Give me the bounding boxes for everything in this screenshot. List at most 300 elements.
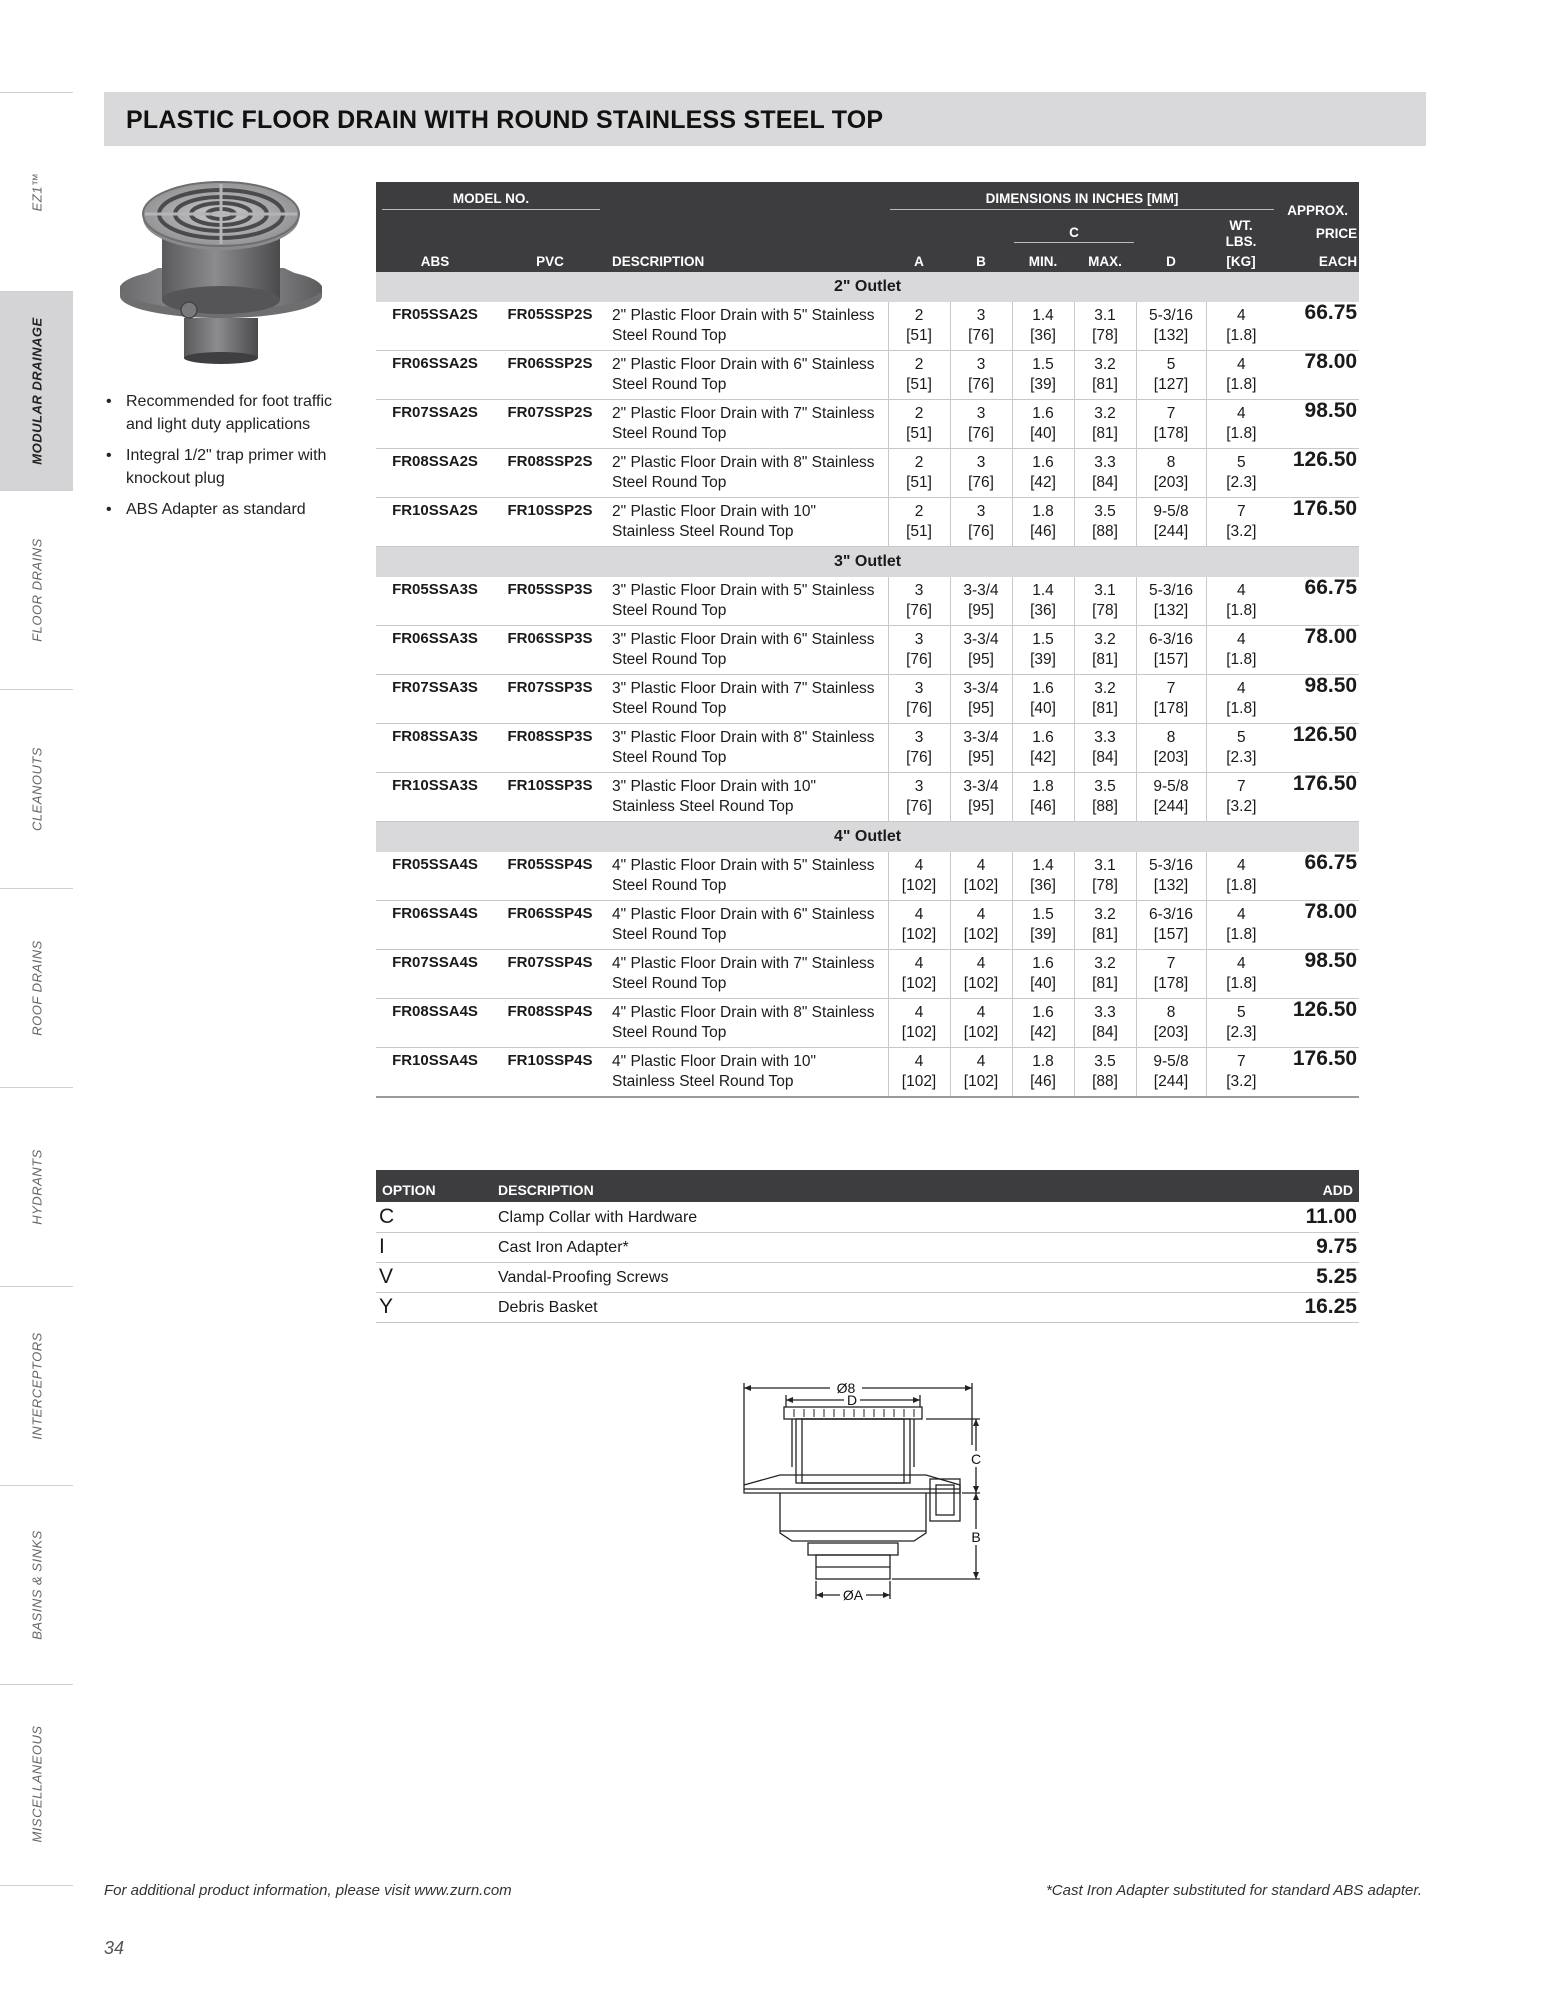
row-description-line2: Stainless Steel Round Top <box>612 523 794 540</box>
header-a: A <box>888 250 950 272</box>
dim-c-max-line1: 3.5 <box>1094 1053 1116 1070</box>
dim-b <box>950 351 1012 400</box>
header-d: D <box>1136 250 1206 272</box>
dim-b <box>950 675 1012 724</box>
dim-c-min <box>1012 577 1074 626</box>
dim-c-min-line1: 1.6 <box>1032 405 1054 422</box>
table-row <box>376 577 1359 626</box>
dim-d-line1: 5 <box>1166 356 1176 373</box>
approx-weight-line1: 4 <box>1236 857 1246 874</box>
approx-weight-line1: 4 <box>1236 582 1246 599</box>
dim-b-line2: [95] <box>968 749 994 766</box>
side-tab-interceptors[interactable] <box>0 1286 73 1485</box>
dim-b-line2: [102] <box>963 926 999 943</box>
feature-item: • Integral 1/2" trap primer with knockout plug <box>102 444 342 490</box>
outlet-group-header <box>376 822 1359 853</box>
dim-c-min-line2: [36] <box>1030 602 1056 619</box>
row-description-line2: Steel Round Top <box>612 376 727 393</box>
dim-c-max-line1: 3.3 <box>1094 1004 1116 1021</box>
option-code: V <box>376 1262 492 1292</box>
dim-d-line1: 8 <box>1166 729 1176 746</box>
pvc-model-number-line1: FR06SSP2S <box>507 355 593 372</box>
row-description <box>606 626 888 675</box>
abs-model-number <box>376 950 494 999</box>
approx-weight-line2: [3.2] <box>1226 523 1257 540</box>
header-model-no: MODEL NO. <box>382 191 600 210</box>
option-price: 5.25 <box>1112 1262 1359 1292</box>
dim-b-line2: [102] <box>963 1024 999 1041</box>
dim-c-max-line1: 3.3 <box>1094 454 1116 471</box>
list-price <box>1276 400 1359 449</box>
feature-list <box>102 390 342 529</box>
title-bar <box>104 92 1426 146</box>
dim-c-min-line2: [46] <box>1030 798 1056 815</box>
approx-weight-line1: 7 <box>1236 1053 1246 1070</box>
dim-b-line2: [95] <box>968 602 994 619</box>
abs-model-number <box>376 626 494 675</box>
row-description-line1: 4" Plastic Floor Drain with 7" Stainless <box>612 955 875 972</box>
abs-model-number-line1: FR07SSA4S <box>392 954 478 971</box>
row-description-line2: Steel Round Top <box>612 877 727 894</box>
dim-c-min-line2: [42] <box>1030 749 1056 766</box>
approx-weight-line1: 4 <box>1236 405 1246 422</box>
dim-b-line1: 3 <box>976 503 986 520</box>
dim-a-line2: [102] <box>901 926 937 943</box>
floor-drain-product-image <box>118 178 324 364</box>
row-description-line2: Steel Round Top <box>612 474 727 491</box>
side-tab-hydrants[interactable] <box>0 1087 73 1286</box>
dim-c-max <box>1074 400 1136 449</box>
dim-a <box>888 950 950 999</box>
header-c: C <box>1014 225 1134 243</box>
diagram-label-c: C <box>970 1451 982 1467</box>
dim-b-line2: [76] <box>968 425 994 442</box>
dim-b <box>950 901 1012 950</box>
dim-b-line1: 3 <box>976 454 986 471</box>
dim-c-max-line1: 3.2 <box>1094 356 1116 373</box>
row-description <box>606 1048 888 1098</box>
table-row <box>376 626 1359 675</box>
row-description <box>606 498 888 547</box>
dim-a-line2: [76] <box>906 651 932 668</box>
dim-d <box>1136 498 1206 547</box>
abs-model-number <box>376 852 494 901</box>
list-price-line1: 66.75 <box>1304 851 1358 874</box>
header-dimensions: DIMENSIONS IN INCHES [MM] <box>890 191 1274 210</box>
approx-weight-line1: 7 <box>1236 503 1246 520</box>
dim-c-max <box>1074 901 1136 950</box>
dim-c-min <box>1012 901 1074 950</box>
abs-model-number-line1: FR06SSA2S <box>392 355 478 372</box>
table-row <box>376 999 1359 1048</box>
dim-b-line1: 3 <box>976 405 986 422</box>
dim-d-line2: [203] <box>1153 749 1189 766</box>
pvc-model-number-line1: FR10SSP3S <box>507 777 593 794</box>
dim-c-min-line2: [39] <box>1030 926 1056 943</box>
approx-weight <box>1206 724 1276 773</box>
dim-c-min <box>1012 724 1074 773</box>
dim-d <box>1136 449 1206 498</box>
dim-c-max-line2: [81] <box>1092 651 1118 668</box>
approx-weight-line2: [3.2] <box>1226 798 1257 815</box>
dim-d-line1: 5-3/16 <box>1149 857 1193 874</box>
dim-c-min-line1: 1.8 <box>1032 778 1054 795</box>
dim-d <box>1136 1048 1206 1098</box>
dim-a-line1: 4 <box>914 906 924 923</box>
dim-b-line1: 4 <box>976 857 986 874</box>
dim-b-line2: [95] <box>968 651 994 668</box>
table-body <box>376 272 1359 1097</box>
pvc-model-number <box>494 626 606 675</box>
dim-c-max <box>1074 999 1136 1048</box>
dim-b-line1: 4 <box>976 1004 986 1021</box>
approx-weight-line2: [2.3] <box>1226 1024 1257 1041</box>
dim-c-max-line1: 3.1 <box>1094 307 1116 324</box>
dim-c-max-line2: [78] <box>1092 602 1118 619</box>
outlet-label: 3" Outlet <box>376 547 1359 578</box>
row-description <box>606 302 888 351</box>
side-tab-label: BASINS & SINKS <box>29 1530 44 1640</box>
dim-d <box>1136 577 1206 626</box>
abs-model-number <box>376 724 494 773</box>
row-description-line2: Steel Round Top <box>612 975 727 992</box>
side-tab-ez1[interactable] <box>0 92 73 291</box>
abs-model-number <box>376 449 494 498</box>
pvc-model-number-line1: FR05SSP3S <box>507 581 593 598</box>
abs-model-number-line1: FR08SSA4S <box>392 1003 478 1020</box>
dim-a-line1: 4 <box>914 1004 924 1021</box>
row-description <box>606 773 888 822</box>
side-tab-basins-sinks[interactable] <box>0 1485 73 1684</box>
dim-c-max-line1: 3.1 <box>1094 582 1116 599</box>
dim-c-max <box>1074 449 1136 498</box>
header-each: EACH <box>1276 250 1359 272</box>
outlet-label: 4" Outlet <box>376 822 1359 853</box>
row-description <box>606 449 888 498</box>
dim-a <box>888 724 950 773</box>
list-price-line1: 66.75 <box>1304 301 1358 324</box>
pvc-model-number <box>494 351 606 400</box>
abs-model-number-line1: FR08SSA2S <box>392 453 478 470</box>
dim-b <box>950 400 1012 449</box>
list-price-line1: 176.50 <box>1292 772 1358 795</box>
dim-c-min-line1: 1.6 <box>1032 1004 1054 1021</box>
dim-c-min <box>1012 773 1074 822</box>
approx-weight <box>1206 1048 1276 1098</box>
row-description-line1: 2" Plastic Floor Drain with 5" Stainless <box>612 307 875 324</box>
dim-d-line1: 5-3/16 <box>1149 582 1193 599</box>
option-price: 16.25 <box>1112 1292 1359 1322</box>
row-description-line1: 2" Plastic Floor Drain with 7" Stainless <box>612 405 875 422</box>
dim-c-max <box>1074 724 1136 773</box>
pvc-model-number <box>494 302 606 351</box>
dim-d-line1: 7 <box>1166 405 1176 422</box>
dim-d-line2: [127] <box>1153 376 1189 393</box>
row-description-line1: 4" Plastic Floor Drain with 8" Stainless <box>612 1004 875 1021</box>
dim-a <box>888 498 950 547</box>
dim-b-line1: 4 <box>976 1053 986 1070</box>
table-row <box>376 675 1359 724</box>
dim-a <box>888 577 950 626</box>
approx-weight-line2: [1.8] <box>1226 975 1257 992</box>
diagram-label-b: B <box>971 1529 981 1545</box>
side-tab-floor-drains[interactable] <box>0 490 73 689</box>
abs-model-number-line1: FR07SSA2S <box>392 404 478 421</box>
footer-website-note: For additional product information, please visit www.zurn.com <box>104 1882 512 1899</box>
pvc-model-number <box>494 1048 606 1098</box>
side-tab-cleanouts[interactable] <box>0 689 73 888</box>
dim-b-line1: 3-3/4 <box>963 729 999 746</box>
dim-d-line1: 8 <box>1166 454 1176 471</box>
side-tab-label: FLOOR DRAINS <box>29 538 44 642</box>
dim-a-line2: [76] <box>906 700 932 717</box>
option-code: C <box>376 1202 492 1232</box>
dim-d-line1: 5-3/16 <box>1149 307 1193 324</box>
page-title: PLASTIC FLOOR DRAIN WITH ROUND STAINLESS STEEL TOP <box>126 106 884 134</box>
approx-weight-line2: [2.3] <box>1226 474 1257 491</box>
dim-c-min-line2: [36] <box>1030 877 1056 894</box>
dim-c-min <box>1012 675 1074 724</box>
dim-c-min-line1: 1.4 <box>1032 307 1054 324</box>
dim-a-line1: 3 <box>914 778 924 795</box>
option-code: Y <box>376 1292 492 1322</box>
abs-model-number-line1: FR10SSA4S <box>392 1052 478 1069</box>
header-approx: APPROX. <box>1276 182 1359 218</box>
row-description-line1: 3" Plastic Floor Drain with 10" <box>612 778 816 795</box>
dim-c-min-line2: [40] <box>1030 700 1056 717</box>
row-description-line1: 2" Plastic Floor Drain with 10" <box>612 503 816 520</box>
list-price <box>1276 577 1359 626</box>
dim-d-line1: 9-5/8 <box>1153 503 1189 520</box>
pvc-model-number-line1: FR10SSP2S <box>507 502 593 519</box>
dim-c-max-line2: [81] <box>1092 926 1118 943</box>
approx-weight-line1: 4 <box>1236 307 1246 324</box>
dim-d <box>1136 950 1206 999</box>
dim-c-max <box>1074 626 1136 675</box>
dim-c-min-line1: 1.5 <box>1032 631 1054 648</box>
approx-weight <box>1206 999 1276 1048</box>
dim-a-line1: 4 <box>914 857 924 874</box>
dim-c-max-line2: [78] <box>1092 877 1118 894</box>
table-header: MODEL NO. DIMENSIONS IN INCHES [MM] APPROX. LIST C WT. LBS. PRICE ABS PVC DESCRIPTION A B MIN. MAX. D [KG] EACH <box>376 182 1359 272</box>
table-row <box>376 950 1359 999</box>
side-tab-label: EZ1™ <box>29 172 44 212</box>
dim-b-line1: 3-3/4 <box>963 778 999 795</box>
outlet-group-header <box>376 272 1359 302</box>
diagram-label-top: Ø8 <box>836 1380 856 1396</box>
list-price-line1: 78.00 <box>1304 625 1358 648</box>
dim-a-line1: 3 <box>914 631 924 648</box>
dim-c-max-line2: [81] <box>1092 700 1118 717</box>
abs-model-number <box>376 1048 494 1098</box>
dim-a <box>888 901 950 950</box>
dim-b <box>950 626 1012 675</box>
dim-c-min <box>1012 852 1074 901</box>
approx-weight-line1: 4 <box>1236 356 1246 373</box>
list-price-line1: 126.50 <box>1292 998 1358 1021</box>
dim-d-line2: [132] <box>1153 327 1189 344</box>
dim-c-max-line2: [88] <box>1092 523 1118 540</box>
pvc-model-number-line1: FR07SSP2S <box>507 404 593 421</box>
dim-a <box>888 999 950 1048</box>
pvc-model-number <box>494 577 606 626</box>
approx-weight <box>1206 400 1276 449</box>
dim-b <box>950 449 1012 498</box>
dim-c-min-line1: 1.6 <box>1032 454 1054 471</box>
list-price-line1: 98.50 <box>1304 399 1358 422</box>
row-description-line2: Steel Round Top <box>612 327 727 344</box>
pvc-model-number <box>494 675 606 724</box>
dim-a <box>888 773 950 822</box>
side-tab-miscellaneous[interactable] <box>0 1684 73 1883</box>
dim-c-min-line1: 1.4 <box>1032 582 1054 599</box>
dim-c-max <box>1074 852 1136 901</box>
option-row <box>376 1202 1359 1232</box>
feature-item: • ABS Adapter as standard <box>102 498 342 521</box>
row-description <box>606 351 888 400</box>
dim-d-line2: [244] <box>1153 1073 1189 1090</box>
pvc-model-number <box>494 449 606 498</box>
dim-d <box>1136 852 1206 901</box>
dim-a-line1: 2 <box>914 503 924 520</box>
dim-c-max <box>1074 773 1136 822</box>
header-c-max: MAX. <box>1074 250 1136 272</box>
dim-a-line2: [51] <box>906 474 932 491</box>
approx-weight-line2: [1.8] <box>1226 926 1257 943</box>
abs-model-number <box>376 302 494 351</box>
dim-a-line2: [76] <box>906 749 932 766</box>
dim-b-line2: [102] <box>963 975 999 992</box>
dim-d-line2: [132] <box>1153 602 1189 619</box>
dim-a <box>888 449 950 498</box>
dim-b-line1: 3 <box>976 307 986 324</box>
row-description-line1: 3" Plastic Floor Drain with 7" Stainless <box>612 680 875 697</box>
dim-c-max-line1: 3.5 <box>1094 778 1116 795</box>
pvc-model-number-line1: FR06SSP4S <box>507 905 593 922</box>
side-tab-modular-drainage[interactable] <box>0 291 73 490</box>
approx-weight-line1: 4 <box>1236 680 1246 697</box>
option-description: Debris Basket <box>492 1292 1112 1322</box>
pvc-model-number <box>494 852 606 901</box>
dim-d-line2: [178] <box>1153 700 1189 717</box>
approx-weight-line2: [1.8] <box>1226 376 1257 393</box>
dim-c-max <box>1074 950 1136 999</box>
abs-model-number <box>376 999 494 1048</box>
dim-d-line2: [132] <box>1153 877 1189 894</box>
list-price <box>1276 724 1359 773</box>
dim-c-max-line2: [78] <box>1092 327 1118 344</box>
approx-weight-line2: [2.3] <box>1226 749 1257 766</box>
dim-a-line2: [51] <box>906 327 932 344</box>
approx-weight-line2: [1.8] <box>1226 877 1257 894</box>
dim-c-min <box>1012 351 1074 400</box>
dim-b-line2: [95] <box>968 798 994 815</box>
table-row <box>376 1048 1359 1098</box>
abs-model-number-line1: FR06SSA4S <box>392 905 478 922</box>
diagram-label-d: D <box>846 1392 858 1408</box>
pvc-model-number-line1: FR10SSP4S <box>507 1052 593 1069</box>
dim-d-line2: [178] <box>1153 975 1189 992</box>
model-price-table <box>376 182 1391 1098</box>
abs-model-number-line1: FR05SSA4S <box>392 856 478 873</box>
dim-c-max-line2: [88] <box>1092 1073 1118 1090</box>
dim-b-line2: [76] <box>968 376 994 393</box>
abs-model-number <box>376 400 494 449</box>
dim-a-line2: [51] <box>906 376 932 393</box>
dim-c-max-line2: [81] <box>1092 975 1118 992</box>
dim-d <box>1136 773 1206 822</box>
dim-b <box>950 773 1012 822</box>
approx-weight-line1: 7 <box>1236 778 1246 795</box>
list-price-line1: 98.50 <box>1304 674 1358 697</box>
row-description-line2: Steel Round Top <box>612 651 727 668</box>
dim-c-min-line1: 1.5 <box>1032 906 1054 923</box>
options-header-option: OPTION <box>376 1170 492 1202</box>
dim-d-line1: 9-5/8 <box>1153 778 1189 795</box>
dim-c-max-line2: [81] <box>1092 425 1118 442</box>
approx-weight-line1: 5 <box>1236 729 1246 746</box>
table-row <box>376 449 1359 498</box>
list-price-line1: 78.00 <box>1304 900 1358 923</box>
abs-model-number-line1: FR08SSA3S <box>392 728 478 745</box>
dim-c-min <box>1012 400 1074 449</box>
dim-c-min-line2: [46] <box>1030 523 1056 540</box>
dim-b-line2: [102] <box>963 877 999 894</box>
row-description-line1: 3" Plastic Floor Drain with 6" Stainless <box>612 631 875 648</box>
dim-a-line1: 2 <box>914 307 924 324</box>
dimension-diagram <box>740 1355 1000 1605</box>
row-description <box>606 577 888 626</box>
abs-model-number-line1: FR06SSA3S <box>392 630 478 647</box>
side-tab-label: ROOF DRAINS <box>29 940 44 1036</box>
dim-c-max-line2: [81] <box>1092 376 1118 393</box>
dim-d-line1: 9-5/8 <box>1153 1053 1189 1070</box>
option-price: 11.00 <box>1112 1202 1359 1232</box>
approx-weight-line2: [1.8] <box>1226 651 1257 668</box>
side-tab-roof-drains[interactable] <box>0 888 73 1087</box>
option-row <box>376 1262 1359 1292</box>
dim-d-line1: 6-3/16 <box>1149 631 1193 648</box>
dim-c-max-line1: 3.1 <box>1094 857 1116 874</box>
row-description-line2: Steel Round Top <box>612 425 727 442</box>
dim-c-min <box>1012 1048 1074 1098</box>
approx-weight-line1: 4 <box>1236 955 1246 972</box>
pvc-model-number <box>494 724 606 773</box>
row-description-line1: 4" Plastic Floor Drain with 5" Stainless <box>612 857 875 874</box>
dim-c-max-line1: 3.5 <box>1094 503 1116 520</box>
dim-c-min-line2: [42] <box>1030 474 1056 491</box>
header-price: PRICE <box>1276 218 1359 250</box>
abs-model-number <box>376 351 494 400</box>
approx-weight <box>1206 577 1276 626</box>
abs-model-number <box>376 577 494 626</box>
dim-c-min-line1: 1.4 <box>1032 857 1054 874</box>
dim-a-line2: [76] <box>906 602 932 619</box>
list-price <box>1276 901 1359 950</box>
header-wt: WT. <box>1229 218 1253 233</box>
pvc-model-number-line1: FR07SSP3S <box>507 679 593 696</box>
pvc-model-number-line1: FR06SSP3S <box>507 630 593 647</box>
dim-a <box>888 626 950 675</box>
side-tab-label: CLEANOUTS <box>29 747 44 831</box>
side-tab-label: MISCELLANEOUS <box>29 1725 44 1843</box>
table-row <box>376 773 1359 822</box>
approx-weight <box>1206 498 1276 547</box>
header-abs: ABS <box>376 250 494 272</box>
table-row <box>376 724 1359 773</box>
option-row <box>376 1292 1359 1322</box>
dim-c-min-line2: [39] <box>1030 376 1056 393</box>
